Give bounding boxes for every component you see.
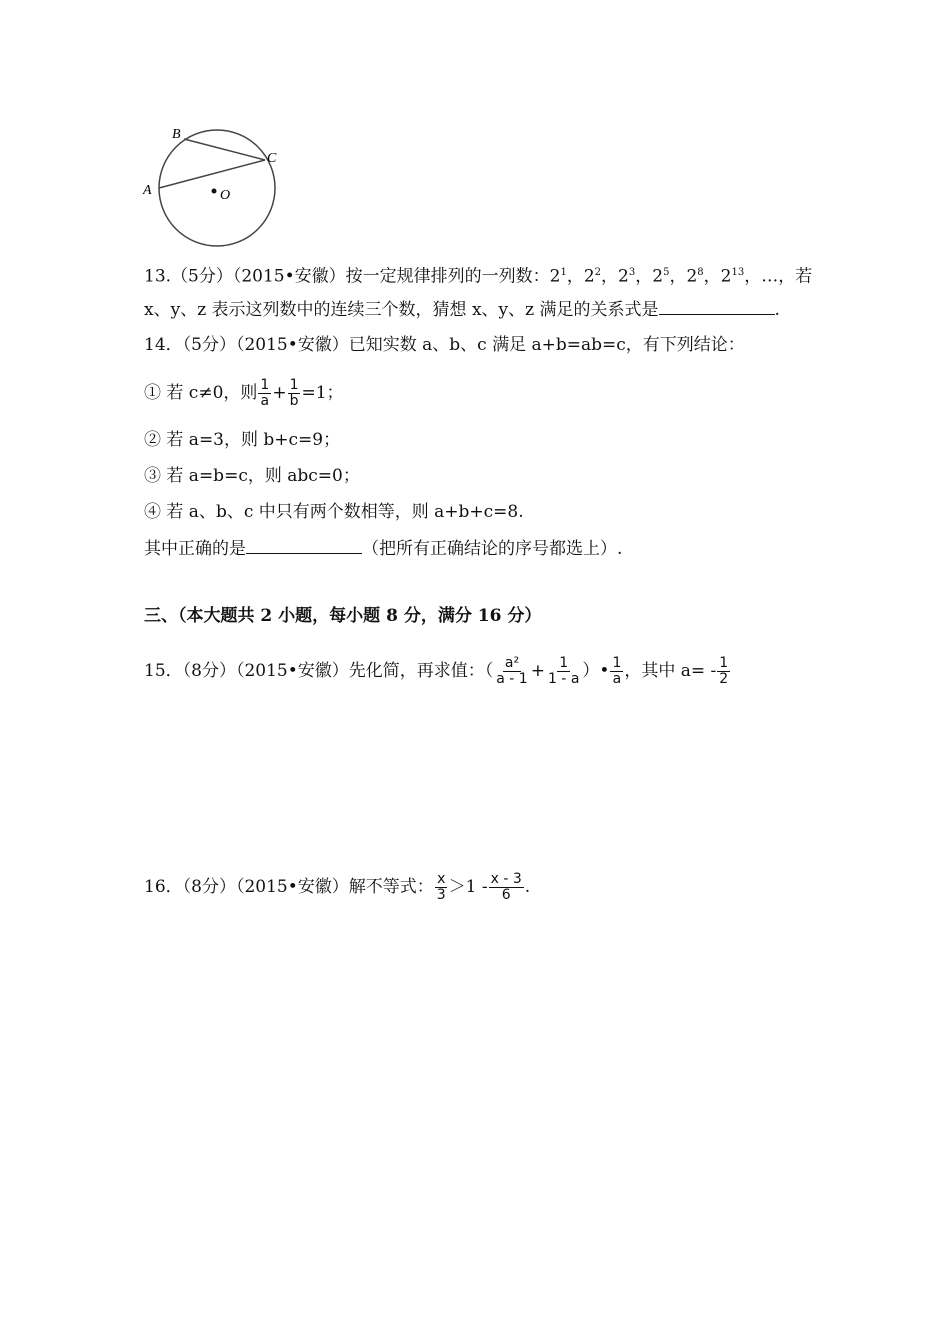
q14-item1: ① 若 c≠0，则 $\frac{1}{a}$ + $\frac{1}{b}$ =1； bbox=[144, 377, 344, 409]
q14-item2: ② 若 a=3，则 b+c=9； bbox=[144, 430, 341, 450]
answer-blank[interactable] bbox=[246, 537, 362, 554]
q14-item3: ③ 若 a=b=c，则 abc=0； bbox=[144, 466, 360, 486]
fraction: $\frac{x}{3}$ bbox=[436, 871, 446, 903]
q13-line1: 13.（5分）（2015•安徽）按一定规律排列的一列数：$2^1$，$2^2$，$2^3$，$2^5$，$2^8$，$2^{13}$，…，若 bbox=[144, 266, 813, 287]
q14-stem: 14．（5分）（2015•安徽）已知实数 a、b、c 满足 a+b=ab=c，有下列结论： bbox=[144, 335, 745, 355]
center-dot bbox=[212, 189, 217, 194]
circle-figure bbox=[140, 120, 290, 250]
fraction: $\frac{x - 3}{6}$ bbox=[490, 871, 522, 903]
q16-line: 16．（8分）（2015•安徽）解不等式： $\frac{x}{3}$ ＞1 - $\frac{x - 3}{6}$ . bbox=[144, 871, 531, 903]
q13-line2: x、y、z 表示这列数中的连续三个数，猜想 x、y、z 满足的关系式是 . bbox=[144, 300, 780, 320]
chord-ac bbox=[159, 160, 265, 188]
q13-exp: 1 bbox=[560, 267, 567, 278]
q13-exp: 13 bbox=[731, 267, 745, 278]
fraction: $\frac{1}{2}$ bbox=[719, 655, 729, 687]
q13-text: 13.（5分）（2015•安徽）按一定规律排列的一列数：2 bbox=[144, 266, 561, 287]
fraction: $\frac{1}{1 - a}$ bbox=[547, 655, 580, 687]
q14-item4: ④ 若 a、b、c 中只有两个数相等，则 a+b+c=8. bbox=[144, 502, 524, 522]
answer-blank[interactable] bbox=[659, 298, 775, 315]
fraction: $\frac{\text{a²}}{a - 1}$ bbox=[496, 655, 528, 687]
q14-answer: 其中正确的是 （把所有正确结论的序号都选上）. bbox=[144, 539, 623, 559]
label-a: A bbox=[143, 183, 152, 198]
label-c: C bbox=[267, 151, 277, 166]
q13-exp: 8 bbox=[697, 267, 704, 278]
label-b: B bbox=[172, 127, 181, 142]
fraction: $\frac{1}{a}$ bbox=[260, 377, 270, 409]
fraction: $\frac{1}{a}$ bbox=[612, 655, 622, 687]
q13-exp: 3 bbox=[628, 267, 636, 278]
fraction: $\frac{1}{b}$ bbox=[289, 377, 299, 409]
label-o: O bbox=[220, 188, 231, 203]
q13-exp: 2 bbox=[594, 267, 602, 278]
q15-line: 15．（8分）（2015•安徽）先化简，再求值：（ $\frac{\text{a²}}{a - 1}$ + $\frac{1}{1 - a}$ ）• $\frac{1}{a}$ ，其中 a= - $\frac{1}{2}$ bbox=[144, 655, 729, 687]
section-heading: 三、（本大题共 2 小题，每小题 8 分，满分 16 分） bbox=[144, 606, 542, 626]
q13-exp: 5 bbox=[663, 267, 670, 278]
